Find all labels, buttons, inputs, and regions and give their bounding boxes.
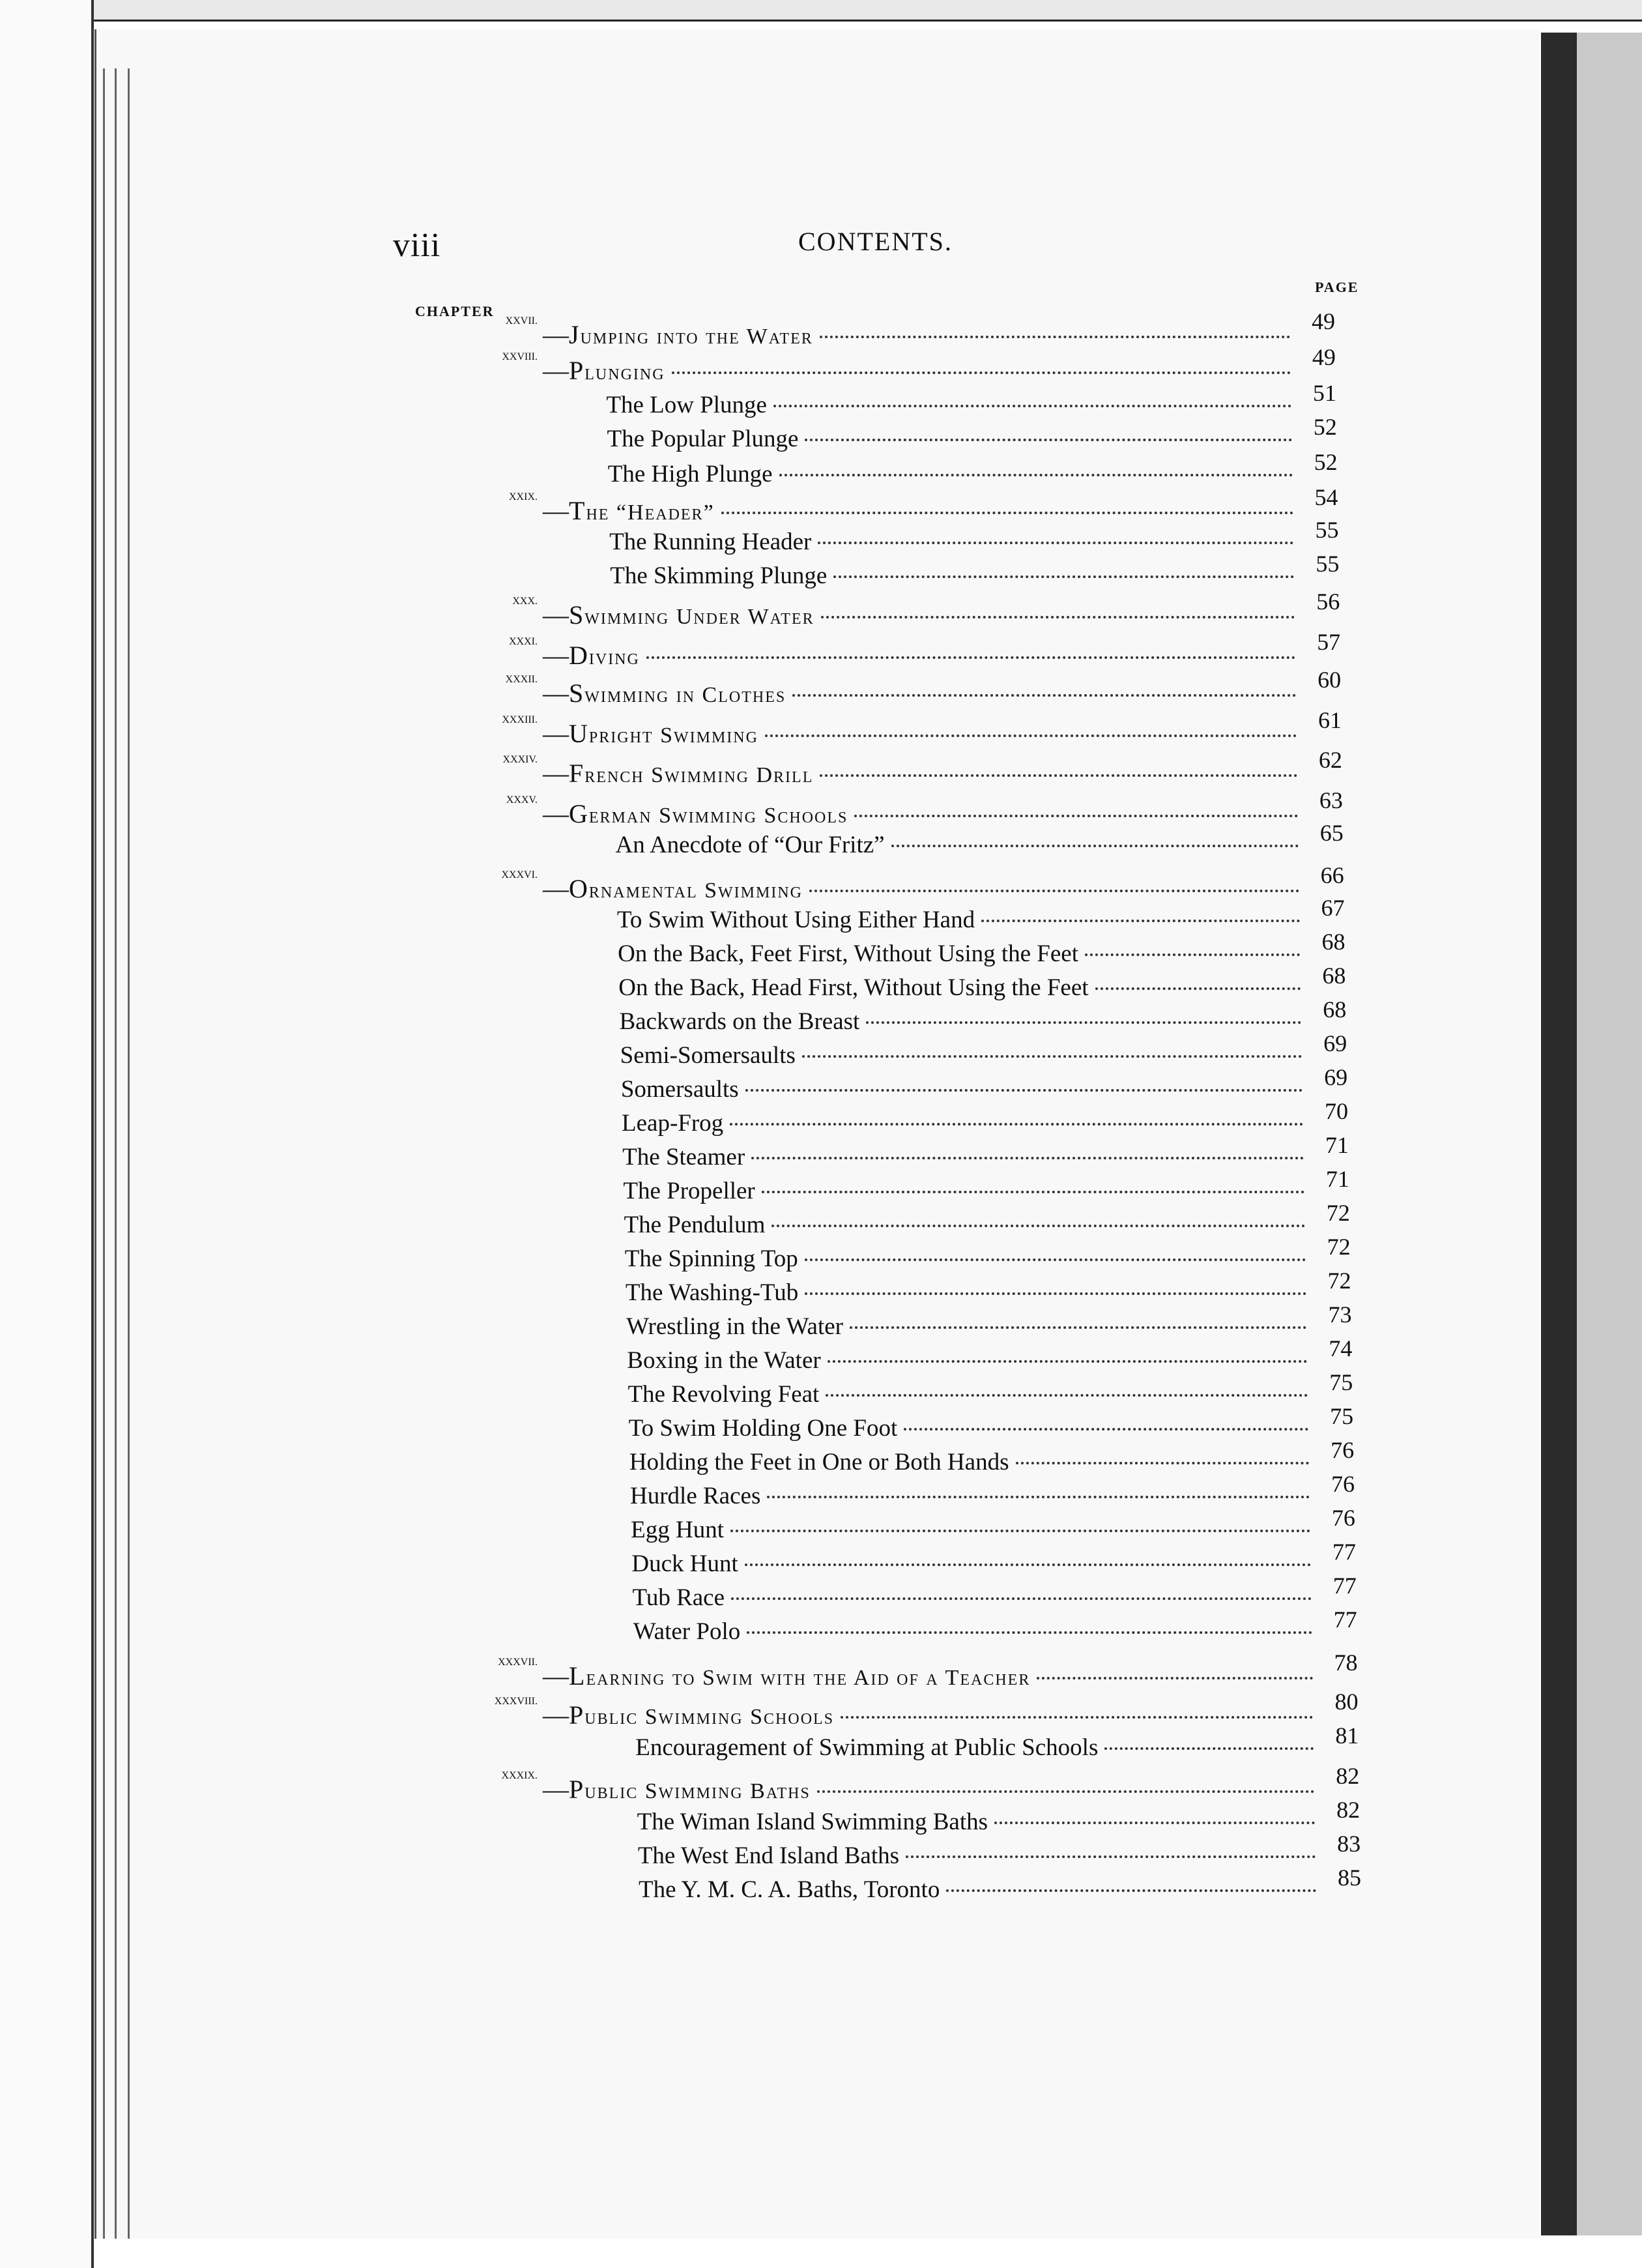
em-dash: — (543, 719, 569, 748)
running-head: CONTENTS. (798, 227, 953, 256)
toc-section-entry (637, 1808, 1322, 1838)
dot-leader (767, 1496, 1310, 1498)
dot-leader (802, 1055, 1302, 1058)
toc-section-entry (610, 562, 1301, 592)
facing-page-edge (1577, 33, 1642, 2235)
chapter-number: XXXVIII. (494, 1696, 538, 1707)
section-title: Somersaults (620, 1076, 739, 1103)
section-title: To Swim Holding One Foot (628, 1415, 898, 1442)
section-title: The Steamer (622, 1144, 745, 1170)
scan-left-margin (0, 0, 94, 2268)
section-title: The Running Header (609, 529, 812, 555)
page-reference: 56 (1316, 589, 1340, 615)
dot-leader (762, 1191, 1304, 1193)
section-title: The West End Island Baths (637, 1842, 900, 1869)
dot-leader (826, 1394, 1308, 1397)
dot-leader (850, 1326, 1306, 1329)
section-title: The Low Plunge (606, 392, 767, 418)
page-reference: 65 (1319, 820, 1344, 846)
page-column-label: PAGE (1315, 279, 1359, 295)
toc-section-entry (627, 1380, 1314, 1410)
page-reference: 77 (1333, 1606, 1357, 1633)
chapter-number: XXIX. (509, 491, 538, 502)
chapter-number: XXXV. (506, 794, 538, 806)
chapter-title: Jumping into the Water (569, 320, 813, 349)
page-reference: 49 (1312, 344, 1336, 370)
chapter-number: XXXVI. (501, 869, 538, 880)
page-reference: 81 (1335, 1723, 1359, 1749)
page-reference: 76 (1331, 1437, 1355, 1463)
page-reference: 52 (1314, 449, 1338, 475)
section-title: The Washing-Tub (625, 1279, 799, 1306)
chapter-title: Learning to Swim with the Aid of a Teacher (569, 1661, 1031, 1691)
section-title: On the Back, Head First, Without Using the Feet (618, 974, 1089, 1001)
section-title: Encouragement of Swimming at Public Schools (635, 1734, 1099, 1761)
section-title: An Anecdote of “Our Fritz” (615, 832, 885, 858)
chapter-title: Ornamental Swimming (569, 874, 803, 903)
em-dash: — (543, 496, 569, 525)
dot-leader (828, 1360, 1308, 1363)
page-reference: 68 (1323, 996, 1347, 1023)
toc-section-entry (618, 940, 1306, 970)
toc-section-entry (625, 1245, 1312, 1275)
page-reference: 76 (1331, 1505, 1355, 1531)
page-reference: 77 (1332, 1573, 1357, 1599)
dot-leader (1085, 953, 1300, 956)
section-title: Holding the Feet in One or Both Hands (629, 1449, 1009, 1476)
dot-leader (809, 890, 1299, 892)
em-dash: — (543, 641, 569, 670)
page-reference: 68 (1321, 929, 1346, 955)
dot-leader (805, 1292, 1306, 1295)
dot-leader (946, 1889, 1316, 1892)
chapter-title: Swimming in Clothes (569, 678, 786, 708)
page-edge-line (115, 68, 117, 2239)
toc-chapter-entry (543, 718, 1303, 748)
chapter-title: Public Swimming Schools (569, 1700, 835, 1730)
page-number-folio: viii (393, 227, 441, 264)
chapter-number: XXX. (512, 596, 538, 607)
dot-leader (817, 1790, 1314, 1793)
dot-leader (981, 920, 1299, 922)
section-title: The Wiman Island Swimming Baths (637, 1809, 988, 1835)
dot-leader (765, 734, 1297, 737)
toc-chapter-entry (543, 758, 1304, 788)
em-dash: — (543, 1700, 569, 1730)
page-reference: 77 (1332, 1539, 1356, 1565)
toc-section-entry (631, 1516, 1317, 1546)
toc-section-entry (623, 1177, 1310, 1207)
em-dash: — (543, 600, 569, 630)
section-title: The Y. M. C. A. Baths, Toronto (639, 1876, 940, 1903)
page-reference: 61 (1318, 707, 1342, 733)
dot-leader (745, 1089, 1303, 1092)
dot-leader (904, 1428, 1308, 1431)
dot-leader (1095, 987, 1301, 990)
chapter-number: XXXIII. (502, 714, 538, 725)
chapter-title: Plunging (569, 356, 665, 385)
toc-chapter-entry (543, 1774, 1321, 1804)
dot-leader (820, 336, 1290, 338)
chapter-number: XXXVII. (498, 1657, 538, 1668)
dot-leader (805, 439, 1291, 441)
dot-leader (1037, 1677, 1312, 1679)
page-reference: 60 (1318, 667, 1342, 693)
toc-section-entry (624, 1211, 1312, 1241)
em-dash: — (543, 1775, 569, 1804)
dot-leader (773, 405, 1291, 407)
chapter-number: XXXI. (509, 636, 538, 647)
dot-leader (751, 1157, 1304, 1159)
toc-section-entry (635, 1734, 1320, 1764)
em-dash: — (543, 678, 569, 708)
dot-leader (818, 542, 1293, 544)
section-title: The High Plunge (607, 461, 773, 487)
toc-chapter-entry (543, 798, 1304, 828)
toc-chapter-entry (543, 640, 1302, 670)
dot-leader (672, 371, 1291, 374)
dot-leader (994, 1822, 1315, 1824)
section-title: Boxing in the Water (627, 1347, 821, 1374)
page-reference: 63 (1319, 787, 1343, 813)
section-title: On the Back, Feet First, Without Using the Feet (618, 940, 1078, 967)
chapter-column-label: CHAPTER (415, 303, 495, 319)
section-title: The Revolving Feat (627, 1381, 820, 1408)
toc-section-entry (607, 425, 1299, 455)
dot-leader (1104, 1747, 1314, 1750)
toc-chapter-entry (543, 495, 1300, 525)
toc-section-entry (616, 831, 1305, 861)
page-reference: 49 (1312, 308, 1335, 334)
page-reference: 73 (1328, 1301, 1352, 1328)
toc-section-entry (627, 1346, 1314, 1376)
toc-chapter-entry (543, 600, 1301, 630)
dot-leader (771, 1225, 1304, 1227)
toc-section-entry (633, 1618, 1319, 1648)
em-dash: — (543, 759, 569, 788)
toc-section-entry (620, 1041, 1309, 1071)
dot-leader (805, 1258, 1306, 1261)
page-reference: 67 (1321, 895, 1345, 921)
em-dash: — (543, 356, 569, 385)
em-dash: — (543, 1661, 569, 1691)
dot-leader (646, 656, 1295, 659)
toc-section-entry (629, 1414, 1316, 1444)
page-reference: 69 (1324, 1064, 1348, 1090)
page-reference: 85 (1338, 1865, 1361, 1891)
dot-leader (721, 512, 1293, 514)
toc-section-entry (622, 1109, 1310, 1139)
section-title: To Swim Without Using Either Hand (616, 907, 975, 933)
section-title: The Skimming Plunge (610, 562, 828, 589)
toc-section-entry (608, 460, 1299, 490)
page-reference: 68 (1322, 963, 1346, 989)
page-reference: 76 (1331, 1471, 1355, 1497)
chapter-title: Upright Swimming (569, 719, 758, 748)
toc-chapter-entry (543, 1700, 1319, 1730)
dot-leader (866, 1021, 1301, 1024)
chapter-number: XXXIX. (501, 1770, 538, 1781)
page-reference: 72 (1326, 1200, 1350, 1226)
section-title: Semi-Somersaults (620, 1042, 796, 1069)
section-title: Egg Hunt (631, 1517, 725, 1543)
dot-leader (833, 575, 1294, 578)
dot-leader (745, 1563, 1311, 1566)
chapter-number: XXVII. (505, 315, 538, 327)
page-reference: 70 (1325, 1098, 1348, 1124)
toc-section-entry (606, 391, 1297, 421)
section-title: The Popular Plunge (607, 426, 799, 452)
toc-chapter-entry (543, 319, 1297, 349)
dot-leader (730, 1123, 1303, 1126)
dot-leader (821, 616, 1295, 618)
chapter-title: Public Swimming Baths (569, 1775, 811, 1804)
toc-section-entry (618, 974, 1307, 1004)
dot-leader (841, 1716, 1313, 1719)
page-reference: 69 (1323, 1030, 1347, 1056)
page-reference: 75 (1329, 1369, 1353, 1395)
dot-leader (730, 1530, 1310, 1532)
toc-section-entry (631, 1550, 1317, 1580)
binding-shadow (1541, 33, 1577, 2235)
toc-section-entry (626, 1313, 1313, 1343)
page-edge-line (103, 68, 105, 2239)
page-reference: 52 (1313, 414, 1337, 440)
page-reference: 82 (1336, 1797, 1361, 1823)
section-title: Duck Hunt (631, 1550, 738, 1577)
chapter-title: Swimming Under Water (569, 600, 814, 630)
section-title: Hurdle Races (630, 1483, 761, 1509)
section-title: The Spinning Top (624, 1245, 798, 1272)
section-title: Water Polo (633, 1618, 741, 1645)
toc-section-entry (609, 528, 1300, 558)
toc-section-entry (638, 1842, 1322, 1872)
page-reference: 71 (1325, 1166, 1349, 1192)
page-reference: 72 (1327, 1268, 1351, 1294)
scan-top-edge (0, 0, 1642, 22)
page-reference: 72 (1327, 1234, 1351, 1260)
section-title: Leap-Frog (622, 1110, 724, 1137)
page-reference: 75 (1330, 1403, 1354, 1429)
dot-leader (891, 845, 1299, 847)
dot-leader (854, 815, 1297, 817)
dot-leader (747, 1631, 1312, 1634)
em-dash: — (543, 320, 569, 349)
page-edge-line (128, 68, 130, 2239)
chapter-title: The “Header” (569, 496, 715, 525)
page-reference: 82 (1336, 1763, 1360, 1789)
toc-section-entry (630, 1482, 1316, 1512)
toc-section-entry (617, 906, 1306, 936)
toc-section-entry (626, 1279, 1313, 1309)
toc-section-entry (619, 1008, 1308, 1038)
page-reference: 80 (1334, 1689, 1359, 1715)
page-reference: 74 (1329, 1335, 1353, 1361)
section-title: Backwards on the Breast (619, 1008, 860, 1035)
section-title: Wrestling in the Water (626, 1313, 843, 1340)
page-reference: 62 (1318, 747, 1342, 773)
toc-chapter-entry (543, 873, 1306, 903)
chapter-number: XXXII. (505, 674, 538, 685)
section-title: Tub Race (632, 1584, 725, 1611)
toc-section-entry (622, 1143, 1310, 1173)
em-dash: — (543, 799, 569, 828)
page-reference: 57 (1317, 629, 1341, 655)
toc-chapter-entry (543, 1661, 1319, 1691)
dot-leader (906, 1855, 1316, 1858)
chapter-title: French Swimming Drill (569, 759, 814, 788)
page-reference: 66 (1320, 862, 1344, 888)
chapter-title: Diving (569, 641, 640, 670)
toc-chapter-entry (543, 678, 1303, 708)
chapter-title: German Swimming Schools (569, 799, 848, 828)
dot-leader (731, 1597, 1312, 1600)
chapter-number: XXVIII. (502, 351, 538, 362)
dot-leader (779, 474, 1293, 476)
dot-leader (820, 774, 1297, 777)
dot-leader (1016, 1462, 1310, 1464)
page-reference: 55 (1315, 517, 1339, 543)
page-reference: 55 (1316, 551, 1340, 577)
section-title: The Pendulum (624, 1212, 766, 1238)
page-reference: 51 (1312, 380, 1336, 406)
toc-chapter-entry (543, 355, 1297, 385)
page-reference: 71 (1325, 1132, 1349, 1158)
page-reference: 54 (1314, 484, 1338, 510)
toc-section-entry (633, 1584, 1318, 1614)
em-dash: — (543, 874, 569, 903)
chapter-number: XXXIV. (502, 754, 538, 765)
page-reference: 83 (1337, 1831, 1361, 1857)
page-reference: 78 (1334, 1650, 1358, 1676)
toc-section-entry (639, 1876, 1323, 1906)
section-title: The Propeller (623, 1178, 755, 1204)
toc-section-entry (621, 1075, 1309, 1105)
toc-section-entry (629, 1448, 1316, 1478)
dot-leader (792, 694, 1296, 697)
